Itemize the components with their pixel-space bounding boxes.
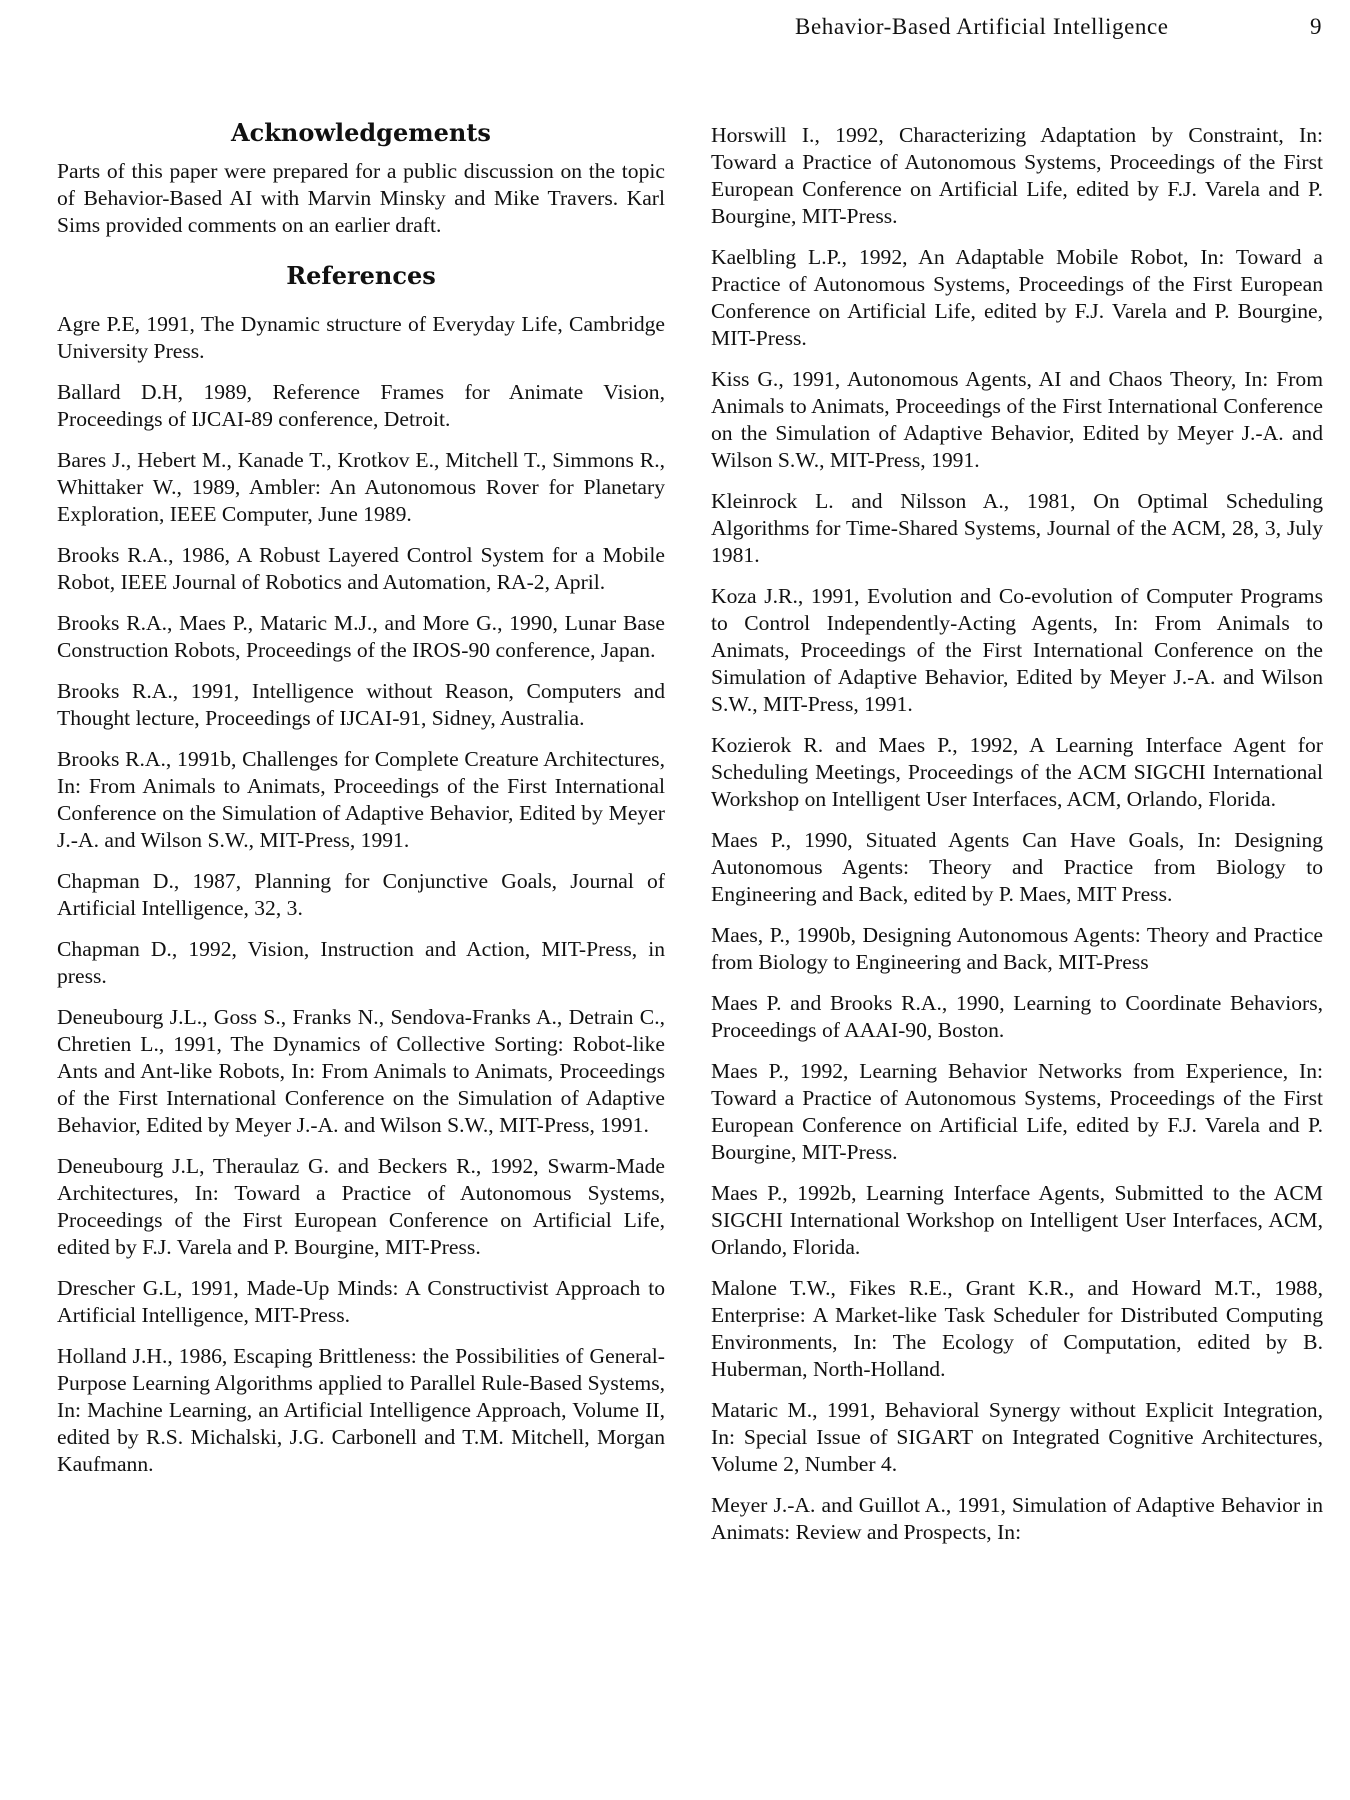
reference-item: Ballard D.H, 1989, Reference Frames for Animate Vision, Proceedings of IJCAI-89 conference, Detroit.	[57, 380, 665, 431]
reference-list-right	[711, 122, 1323, 1546]
reference-item: Bares J., Hebert M., Kanade T., Krotkov E., Mitchell T., Simmons R., Whittaker W., 1989, Ambler: An Autonomous Rover for Planetary Exploration, IEEE Computer, June 1989.	[57, 448, 665, 526]
acknowledgements-heading: Acknowledgements	[231, 118, 491, 147]
reference-item: Holland J.H., 1986, Escaping Brittleness: the Possibilities of General-Purpose Learning Algorithms applied to Parallel Rule-Based Systems, In: Machine Learning, an Artificial Intelligence Approach, Volume II, edited by R.S. Michalski, J.G. Carbonell and T.M. Mitchell, Morgan Kaufmann.	[57, 1344, 665, 1476]
reference-item: Malone T.W., Fikes R.E., Grant K.R., and Howard M.T., 1988, Enterprise: A Market-like Task Scheduler for Distributed Computing Environments, In: The Ecology of Computation, edited by B. Huberman, North-Holland.	[711, 1276, 1323, 1381]
reference-item: Koza J.R., 1991, Evolution and Co-evolution of Computer Programs to Control Independently-Acting Agents, In: From Animals to Animats, Proceedings of the First International Conference on the Simulation of Adaptive Behavior, Edited by Meyer J.-A. and Wilson S.W., MIT-Press, 1991.	[711, 584, 1323, 716]
reference-item: Brooks R.A., 1986, A Robust Layered Control System for a Mobile Robot, IEEE Journal of Robotics and Automation, RA-2, April.	[57, 543, 665, 594]
reference-item: Kiss G., 1991, Autonomous Agents, AI and Chaos Theory, In: From Animals to Animats, Proceedings of the First International Conference on the Simulation of Adaptive Behavior, Edited by Meyer J.-A. and Wilson S.W., MIT-Press, 1991.	[711, 367, 1323, 472]
running-header	[795, 14, 1325, 48]
reference-item: Brooks R.A., 1991b, Challenges for Complete Creature Architectures, In: From Animals to Animats, Proceedings of the First International Conference on the Simulation of Adaptive Behavior, Edited by Meyer J.-A. and Wilson S.W., MIT-Press, 1991.	[57, 747, 665, 852]
reference-item: Horswill I., 1992, Characterizing Adaptation by Constraint, In: Toward a Practice of Autonomous Systems, Proceedings of the First European Conference on Artificial Life, edited by F.J. Varela and P. Bourgine, MIT-Press.	[711, 123, 1323, 228]
reference-item: Chapman D., 1992, Vision, Instruction and Action, MIT-Press, in press.	[57, 937, 665, 988]
reference-item: Meyer J.-A. and Guillot A., 1991, Simulation of Adaptive Behavior in Animats: Review and Prospects, In:	[711, 1493, 1323, 1544]
page-number: 9	[1310, 14, 1323, 39]
reference-item: Kaelbling L.P., 1992, An Adaptable Mobile Robot, In: Toward a Practice of Autonomous Systems, Proceedings of the First European Conference on Artificial Life, edited by F.J. Varela and P. Bourgine, MIT-Press.	[711, 245, 1323, 350]
references-heading: References	[286, 261, 436, 290]
reference-item: Kozierok R. and Maes P., 1992, A Learning Interface Agent for Scheduling Meetings, Proceedings of the ACM SIGCHI International Workshop on Intelligent User Interfaces, ACM, Orlando, Florida.	[711, 733, 1323, 811]
reference-item: Agre P.E, 1991, The Dynamic structure of Everyday Life, Cambridge University Press.	[57, 312, 665, 363]
reference-item: Maes P. and Brooks R.A., 1990, Learning to Coordinate Behaviors, Proceedings of AAAI-90, Boston.	[711, 991, 1323, 1042]
reference-item: Maes P., 1992b, Learning Interface Agents, Submitted to the ACM SIGCHI International Workshop on Intelligent User Interfaces, ACM, Orlando, Florida.	[711, 1181, 1323, 1259]
reference-item: Brooks R.A., Maes P., Mataric M.J., and More G., 1990, Lunar Base Construction Robots, Proceedings of the IROS-90 conference, Japan.	[57, 611, 665, 662]
reference-item: Chapman D., 1987, Planning for Conjunctive Goals, Journal of Artificial Intelligence, 32, 3.	[57, 869, 665, 920]
right-column	[711, 122, 1323, 1560]
acknowledgements-text: Parts of this paper were prepared for a public discussion on the topic of Behavior-Based AI with Marvin Minsky and Mike Travers. Karl Sims provided comments on an earlier draft.	[57, 159, 665, 237]
left-column	[57, 118, 665, 1492]
running-title: Behavior-Based Artificial Intelligence	[795, 14, 1169, 39]
reference-item: Maes P., 1990, Situated Agents Can Have Goals, In: Designing Autonomous Agents: Theory and Practice from Biology to Engineering and Back, edited by P. Maes, MIT Press.	[711, 828, 1323, 906]
reference-item: Drescher G.L, 1991, Made-Up Minds: A Constructivist Approach to Artificial Intelligence, MIT-Press.	[57, 1276, 665, 1327]
reference-item: Kleinrock L. and Nilsson A., 1981, On Optimal Scheduling Algorithms for Time-Shared Systems, Journal of the ACM, 28, 3, July 1981.	[711, 489, 1323, 567]
reference-item: Maes P., 1992, Learning Behavior Networks from Experience, In: Toward a Practice of Autonomous Systems, Proceedings of the First European Conference on Artificial Life, edited by F.J. Varela and P. Bourgine, MIT-Press.	[711, 1059, 1323, 1164]
reference-item: Brooks R.A., 1991, Intelligence without Reason, Computers and Thought lecture, Proceedings of IJCAI-91, Sidney, Australia.	[57, 679, 665, 730]
reference-list-left	[57, 311, 665, 1478]
reference-item: Maes, P., 1990b, Designing Autonomous Agents: Theory and Practice from Biology to Engineering and Back, MIT-Press	[711, 923, 1323, 974]
reference-item: Deneubourg J.L, Theraulaz G. and Beckers R., 1992, Swarm-Made Architectures, In: Toward a Practice of Autonomous Systems, Proceedings of the First European Conference on Artificial Life, edited by F.J. Varela and P. Bourgine, MIT-Press.	[57, 1154, 665, 1259]
reference-item: Mataric M., 1991, Behavioral Synergy without Explicit Integration, In: Special Issue of SIGART on Integrated Cognitive Architectures, Volume 2, Number 4.	[711, 1398, 1323, 1476]
reference-item: Deneubourg J.L., Goss S., Franks N., Sendova-Franks A., Detrain C., Chretien L., 1991, The Dynamics of Collective Sorting: Robot-like Ants and Ant-like Robots, In: From Animals to Animats, Proceedings of the First International Conference on the Simulation of Adaptive Behavior, Edited by Meyer J.-A. and Wilson S.W., MIT-Press, 1991.	[57, 1005, 665, 1137]
